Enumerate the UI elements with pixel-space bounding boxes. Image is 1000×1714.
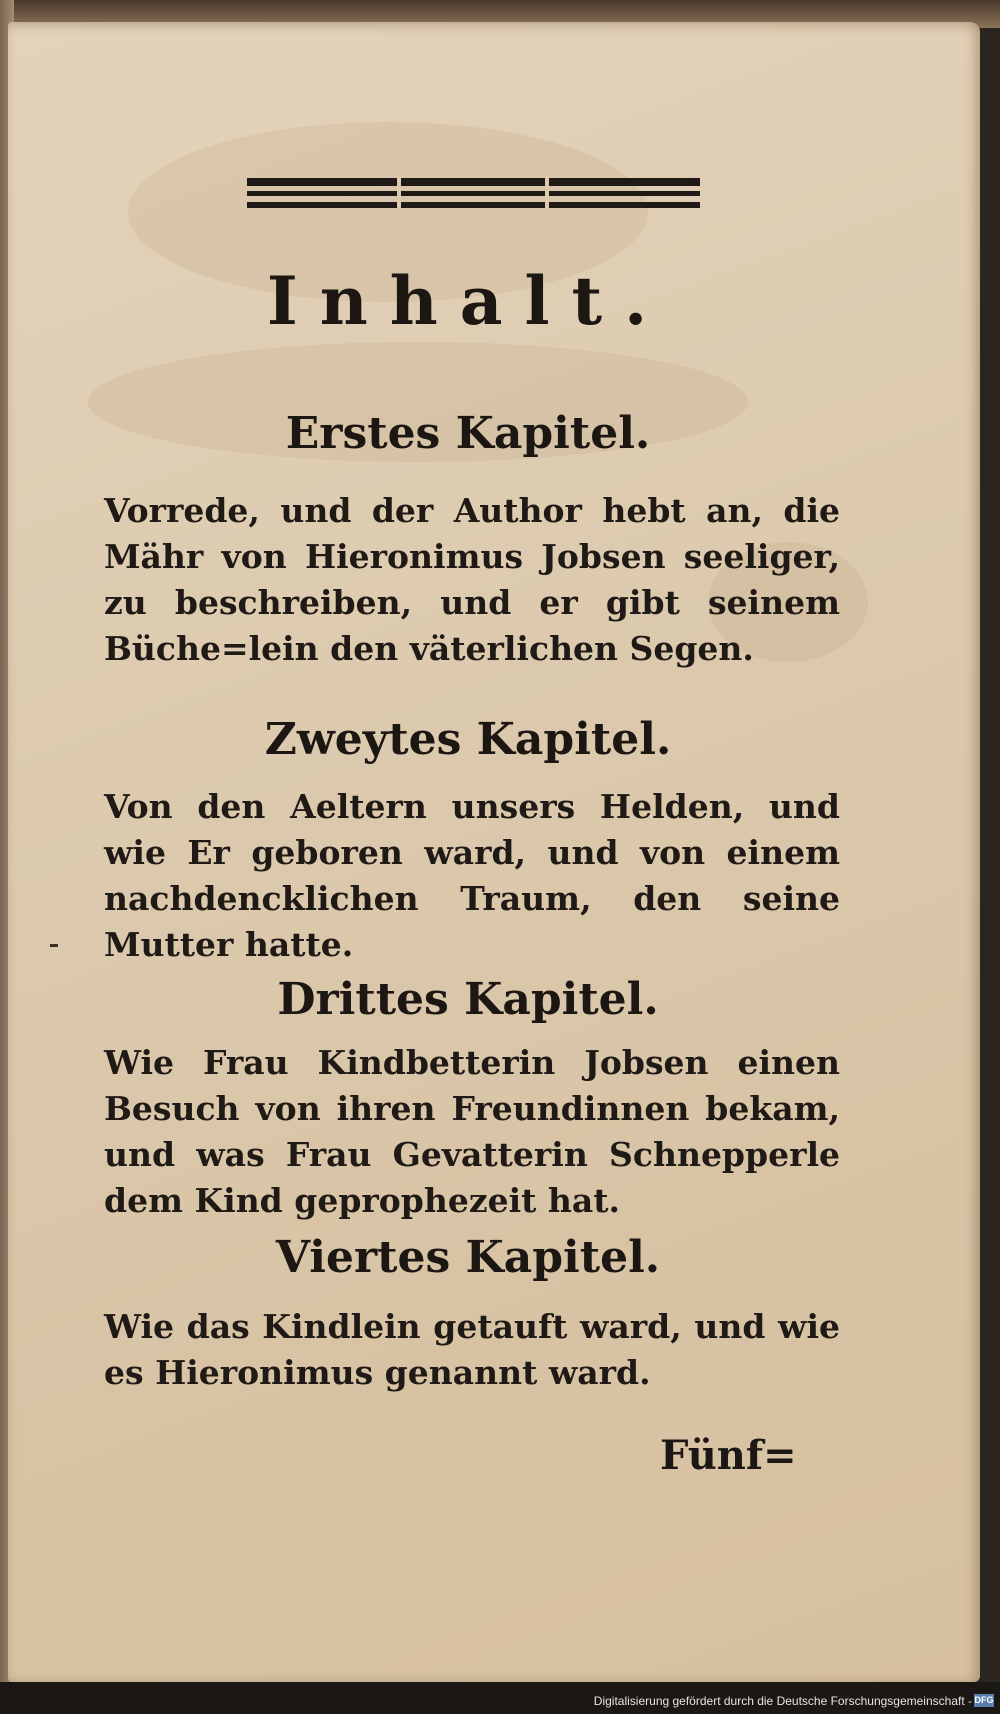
chapter-3-summary: Wie Frau Kindbetterin Jobsen einen Besuch von ihren Freundinnen bekam, und was Frau Gevatterin Schnepperle dem Kind geprophezeit hat. <box>104 1043 840 1220</box>
chapter-4-heading: Viertes Kapitel. <box>275 1232 661 1283</box>
margin-mark <box>50 944 58 947</box>
chapter-2-heading: Zweytes Kapitel. <box>264 714 672 765</box>
rule-line-top <box>247 178 700 186</box>
rule-gap <box>397 176 401 210</box>
rule-gap <box>545 176 549 210</box>
chapter-1-summary: Vorrede, und der Author hebt an, die Mähr von Hieronimus Jobsen seeliger, zu beschreiben, und er gibt seinem Büche=lein den väterlichen Segen. <box>104 491 840 668</box>
rule-line-middle <box>247 191 700 196</box>
catchword: Fünf= <box>660 1432 797 1479</box>
rule-line-bottom <box>247 202 700 208</box>
dfg-logo-icon: DFG <box>974 1695 994 1705</box>
funding-credit: Digitalisierung gefördert durch die Deutsche Forschungsgemeinschaft - <box>593 1694 972 1708</box>
chapter-1-heading: Erstes Kapitel. <box>285 408 651 459</box>
ornamental-rule <box>247 176 700 210</box>
page-title: Inhalt. <box>266 262 670 340</box>
chapter-3-heading: Drittes Kapitel. <box>277 974 659 1025</box>
chapter-2-summary: Von den Aeltern unsers Helden, und wie Er geboren ward, und von einem nachdencklichen Traum, den seine Mutter hatte. <box>104 787 840 964</box>
chapter-4-summary: Wie das Kindlein getauft ward, und wie es Hieronimus genannt ward. <box>104 1307 840 1392</box>
